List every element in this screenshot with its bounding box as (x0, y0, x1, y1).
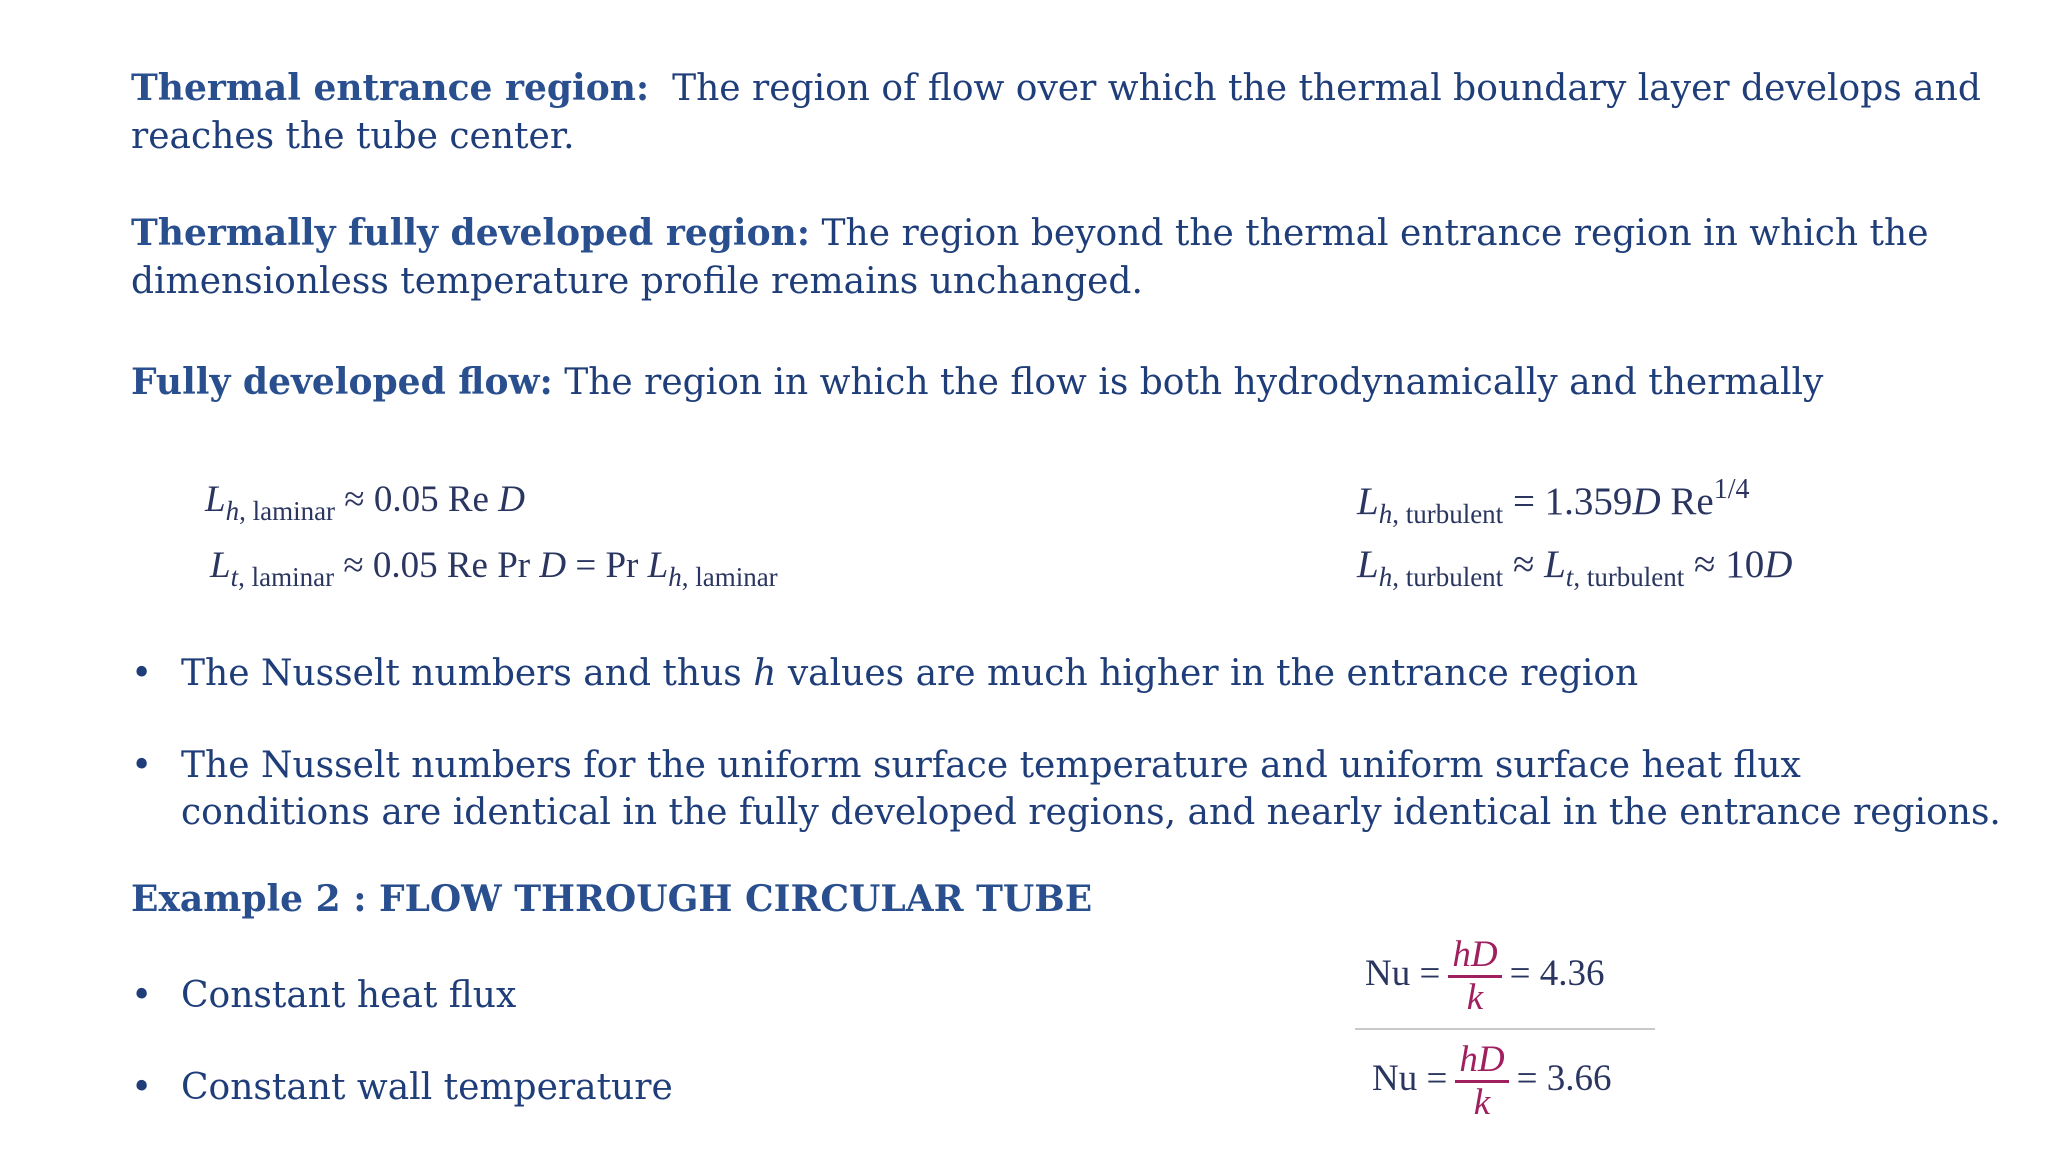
example-heading: Example 2 : FLOW THROUGH CIRCULAR TUBE (131, 878, 1093, 920)
equation-hydrodynamic-laminar: $L_{h, laminar} \approx 0.05$ Re D (205, 479, 525, 526)
text-thermally-fully-developed: The region beyond the thermal entrance region in which the dimensionless temperature profile remains unchanged. (131, 213, 1929, 302)
definition-thermal-entrance (131, 64, 2011, 161)
equation-divider (1355, 1028, 1655, 1030)
bullet-icon: • (131, 653, 153, 694)
definition-thermally-fully-developed (131, 209, 2011, 306)
equation-nusselt-heat-flux: Nu = $\frac{hD}{k}$ = 4.36 (1365, 934, 1605, 1018)
text-fully-developed-flow: The region in which the flow is both hydrodynamically and thermally (564, 362, 1824, 403)
term-fully-developed-flow: Fully developed flow: (131, 361, 553, 403)
equation-hydrodynamic-turbulent: $L_{h, turbulent} = 1.359D$ $Re^{1/4}$ (1357, 474, 1750, 529)
equation-nusselt-wall-temperature: Nu = $\frac{hD}{k}$ = 3.66 (1372, 1039, 1612, 1123)
equation-turbulent-entry-length: $L_{h, turbulent} \approx L_{t, turbulent} \approx 10D$ (1357, 543, 1793, 592)
bullet-icon: • (131, 745, 153, 786)
equation-thermal-laminar: $L_{t, laminar} \approx 0.05$ Re Pr D = Pr $L_{h, laminar}$ (210, 545, 778, 592)
definition-fully-developed-flow (131, 358, 2011, 407)
term-thermal-entrance: Thermal entrance region: (131, 67, 650, 109)
bullet-icon: • (131, 975, 153, 1016)
term-thermally-fully-developed: Thermally fully developed region: (131, 212, 811, 254)
text-thermal-entrance: The region of flow over which the thermal boundary layer develops and reaches the tube center. (131, 68, 1981, 157)
bullet-icon: • (131, 1067, 153, 1108)
